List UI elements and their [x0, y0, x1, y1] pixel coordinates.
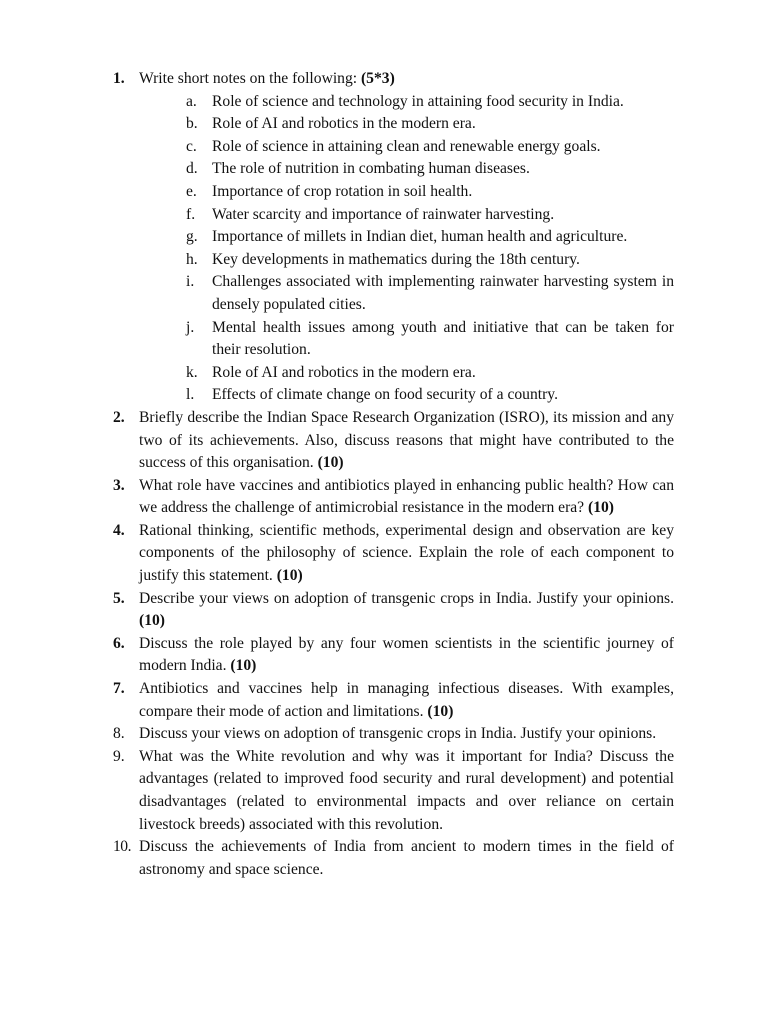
question-marks: (10)	[588, 499, 614, 517]
question-text: Describe your views on adoption of transgenic crops in India. Justify your opinions.	[139, 589, 674, 607]
question-10	[113, 836, 674, 881]
sub-question-letter: i.	[186, 273, 195, 291]
sub-question-b	[186, 113, 674, 136]
question-5	[113, 588, 674, 633]
sub-question-text: Role of AI and robotics in the modern era.	[212, 363, 476, 381]
sub-question-d	[186, 158, 674, 181]
question-text: Write short notes on the following:	[139, 70, 361, 87]
question-number: 8.	[113, 725, 125, 743]
sub-question-k	[186, 362, 674, 385]
sub-question-text: Effects of climate change on food security of a country.	[212, 386, 558, 404]
sub-question-g	[186, 226, 674, 249]
sub-question-h	[186, 249, 674, 272]
question-3	[113, 475, 674, 520]
question-number: 6.	[113, 634, 125, 652]
sub-question-text: Importance of millets in Indian diet, human health and agriculture.	[212, 228, 628, 246]
question-number: 2.	[113, 408, 125, 426]
sub-question-text: Importance of crop rotation in soil health.	[212, 182, 473, 200]
question-marks: (10)	[276, 567, 303, 585]
sub-question-text: Role of science and technology in attaining food security in India.	[212, 92, 624, 110]
sub-question-letter: h.	[186, 250, 198, 268]
question-paper	[113, 68, 674, 881]
sub-question-text: Role of science in attaining clean and renewable energy goals.	[212, 137, 601, 155]
sub-question-letter: g.	[186, 228, 198, 246]
question-text: Antibiotics and vaccines help in managing infectious diseases. With examples, compare their mode of action and limitations.	[139, 680, 674, 720]
sub-question-letter: c.	[186, 137, 197, 155]
question-text: Discuss the role played by any four women scientists in the scientific journey of modern India.	[139, 634, 674, 675]
question-1	[113, 68, 674, 407]
sub-question-letter: k.	[186, 363, 198, 381]
question-text: Rational thinking, scientific methods, experimental design and observation are key components of the philosophy of science. Explain the role of each component to justify this statement.	[139, 521, 674, 585]
sub-question-text: Key developments in mathematics during the 18th century.	[212, 250, 580, 268]
sub-question-i	[186, 271, 674, 316]
sub-question-letter: f.	[186, 205, 196, 223]
question-6	[113, 633, 674, 678]
sub-question-letter: l.	[186, 386, 195, 404]
question-number: 3.	[113, 476, 125, 494]
sub-question-text: Mental health issues among youth and initiative that can be taken for their resolution.	[212, 318, 674, 359]
sub-question-j	[186, 317, 674, 362]
question-number: 1.	[113, 70, 125, 87]
question-7	[113, 678, 674, 723]
question-text: Briefly describe the Indian Space Research Organization (ISRO), its mission and any two of its achievements. Also, discuss reasons that might have contributed to the success of this organisation.	[139, 408, 674, 472]
question-number: 4.	[113, 521, 125, 539]
question-number: 5.	[113, 589, 125, 607]
question-4	[113, 520, 674, 588]
question-text: Discuss your views on adoption of transgenic crops in India. Justify your opinions.	[139, 725, 657, 743]
sub-question-list	[139, 91, 674, 407]
question-marks: (10)	[139, 612, 165, 630]
sub-question-text: Challenges associated with implementing rainwater harvesting system in densely populated cities.	[212, 273, 674, 313]
question-marks: (10)	[317, 454, 344, 472]
sub-question-letter: a.	[186, 92, 197, 110]
sub-question-text: Role of AI and robotics in the modern era.	[212, 115, 476, 133]
sub-question-e	[186, 181, 674, 204]
sub-question-f	[186, 204, 674, 227]
question-2	[113, 407, 674, 475]
question-text: What was the White revolution and why was it important for India? Discuss the advantages (related to improved food security and rural development) and potential disadvantages (related to environmental impacts and over reliance on certain livestock breeds) associated with this revolution.	[139, 747, 674, 833]
sub-question-letter: e.	[186, 182, 197, 200]
sub-question-text: The role of nutrition in combating human diseases.	[212, 160, 530, 178]
sub-question-c	[186, 136, 674, 159]
question-text: Discuss the achievements of India from ancient to modern times in the field of astronomy and space science.	[139, 838, 674, 878]
sub-question-l	[186, 384, 674, 407]
question-marks: (5*3)	[360, 70, 395, 87]
question-marks: (10)	[427, 702, 454, 720]
question-9	[113, 746, 674, 836]
sub-question-letter: b.	[186, 115, 198, 133]
sub-question-letter: j.	[186, 318, 195, 336]
question-number: 9.	[113, 747, 125, 765]
question-marks: (10)	[230, 657, 257, 675]
sub-question-text: Water scarcity and importance of rainwater harvesting.	[212, 205, 555, 223]
question-number: 10.	[113, 838, 131, 856]
question-text: What role have vaccines and antibiotics played in enhancing public health? How can we address the challenge of antimicrobial resistance in the modern era?	[139, 476, 674, 517]
sub-question-a	[186, 91, 674, 114]
question-number: 7.	[113, 680, 125, 698]
question-8	[113, 723, 674, 746]
sub-question-letter: d.	[186, 160, 198, 178]
